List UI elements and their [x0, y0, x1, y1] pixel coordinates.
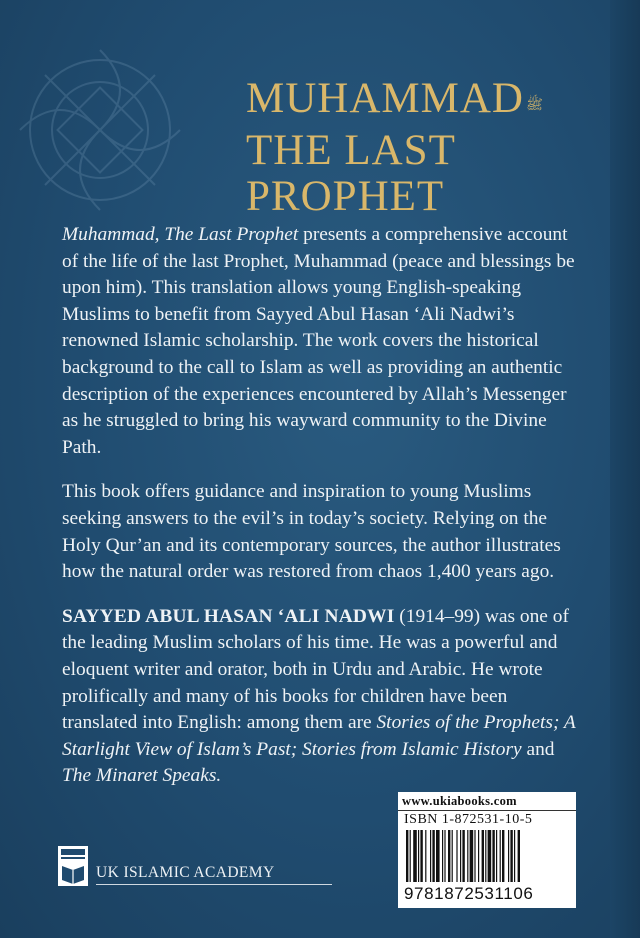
publisher-imprint	[58, 846, 318, 890]
publisher-logo-icon	[58, 846, 88, 886]
publisher-name: UK ISLAMIC ACADEMY	[96, 864, 275, 881]
author-name: SAYYED ABUL HASAN ‘ALI NADWI	[62, 605, 395, 627]
title-line-3: PROPHET	[246, 173, 445, 220]
book-title-italic: Muhammad, The Last Prophet	[62, 224, 299, 245]
paragraph-author-bio	[62, 604, 577, 790]
isbn-label: ISBN 1-872531-10-5	[404, 812, 533, 827]
barcode-divider	[398, 810, 576, 811]
blurb	[62, 222, 577, 808]
author-bio-conjunction: and	[521, 738, 555, 760]
author-bio-text: (1914–99) was one of the leading Muslim scholars of his time. He was a powerful and eloquent writer and orator, both in Urdu and Arabic. He wrote prolifically and many of his books for children have been translated into English: among them are	[62, 605, 569, 734]
paragraph-purpose: This book offers guidance and inspiration to young Muslims seeking answers to the evil’s in today’s society. Relying on the Holy Qur’an and its contemporary sources, the author illustrates how the natural order was restored from chaos 1,400 years ago.	[62, 481, 561, 583]
other-books-list: Stories of the Prophets; A Starlight View of Islam’s Past; Stories from Islamic History	[62, 712, 576, 760]
title-line-2: THE LAST	[246, 127, 456, 174]
other-book-last: The Minaret Speaks.	[62, 765, 222, 787]
barcode-digits: 9781872531106	[404, 884, 534, 903]
paragraph-description	[62, 222, 577, 461]
barcode-icon	[404, 830, 570, 884]
title-line-1: MUHAMMAD	[246, 75, 524, 122]
barcode-panel	[398, 792, 576, 908]
paragraph-description-text: presents a comprehensive account of the life of the last Prophet, Muhammad (peace and blessings be upon him). This translation allows young English-speaking Muslims to benefit from Sayyed Abul Hasan ‘Ali Nadwi’s renowned Islamic scholarship. The work covers the historical background to the call to Islam as well as providing an authentic description of the experiences encountered by Allah’s Messenger as he struggled to bring his wayward community to the Divine Path.	[62, 224, 575, 458]
publisher-url: www.ukiabooks.com	[402, 794, 517, 808]
book-title	[246, 76, 626, 220]
publisher-underline	[96, 884, 332, 885]
arabesque-pattern-icon	[0, 30, 200, 230]
honorific-calligraphy: ﷺ	[525, 97, 543, 113]
